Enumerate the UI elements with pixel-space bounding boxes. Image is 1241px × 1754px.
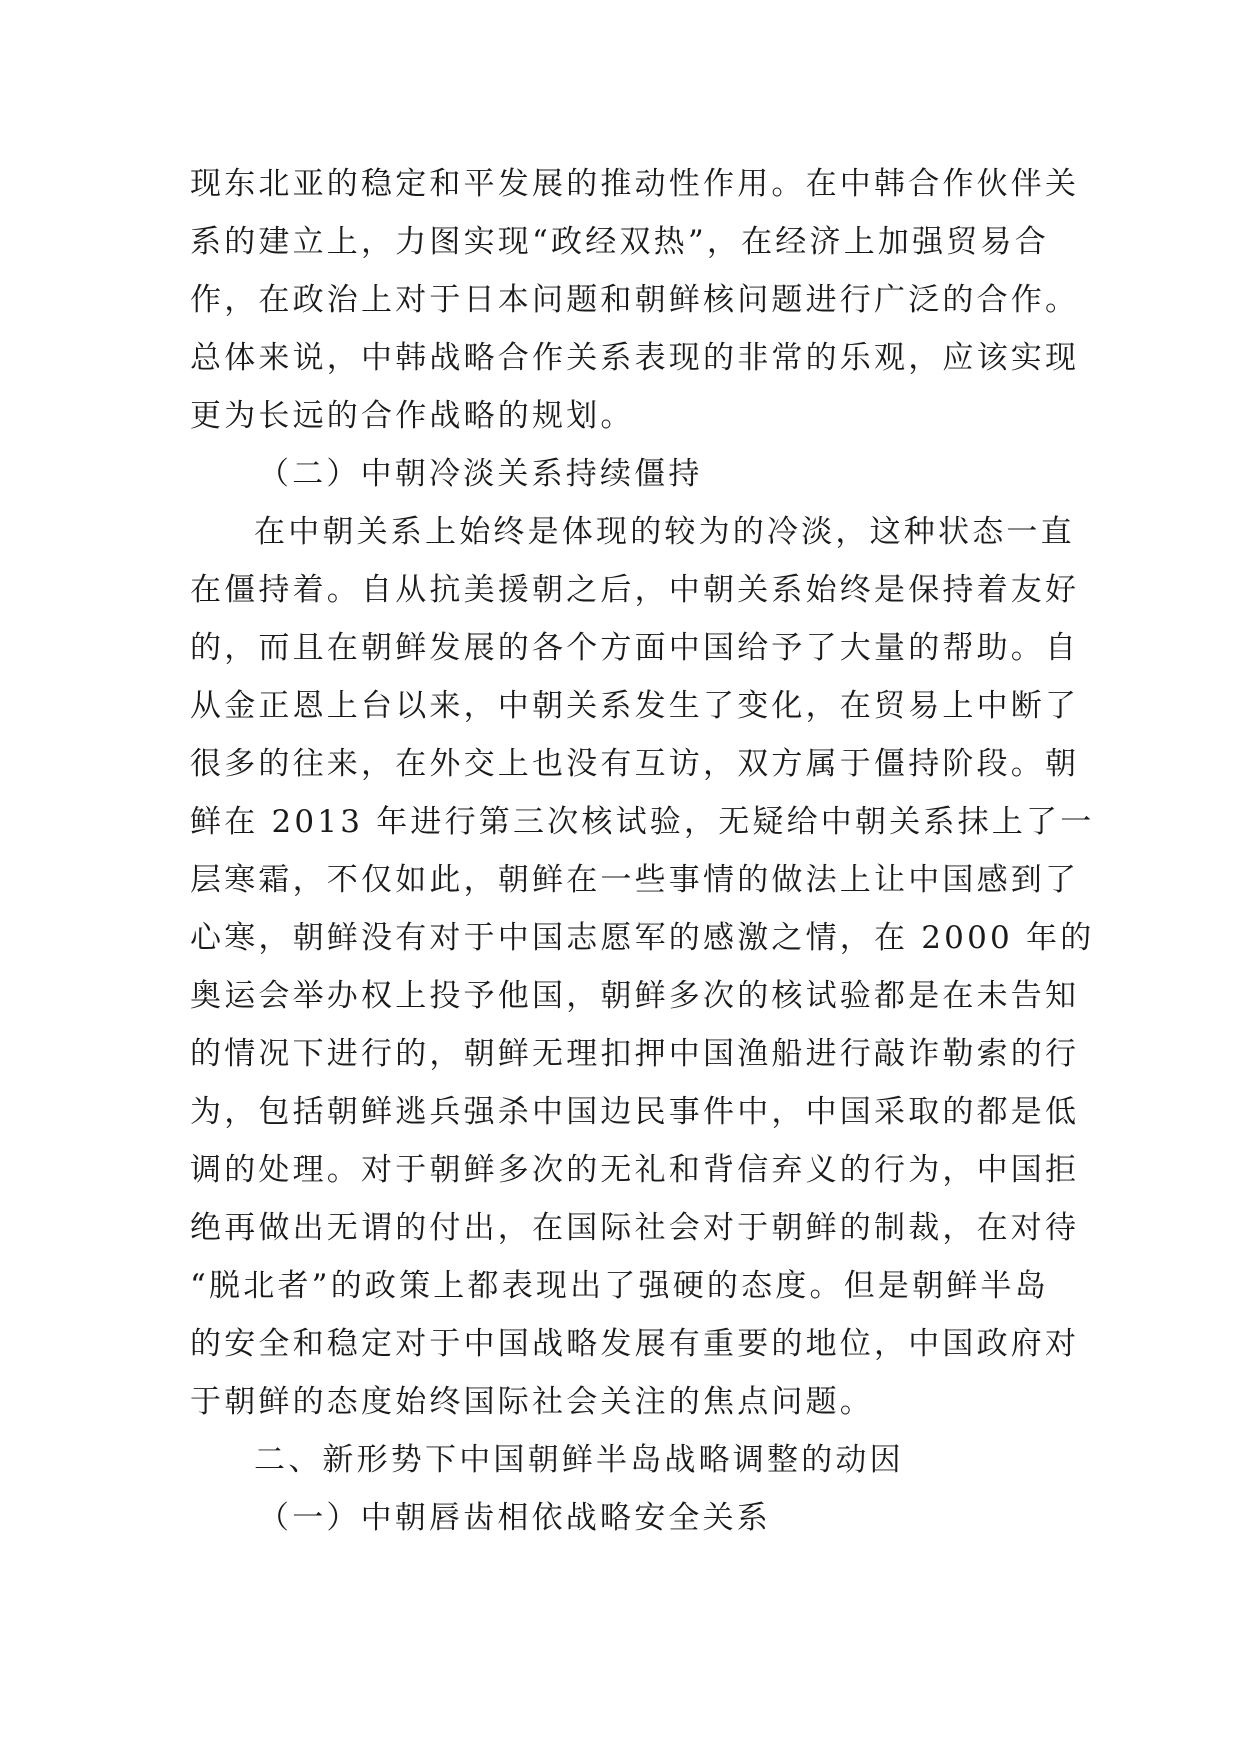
paragraph-line: 层寒霜，不仅如此，朝鲜在一些事情的做法上让中国感到了 [190,862,1080,898]
paragraph-line: 奥运会举办权上投予他国，朝鲜多次的核试验都是在未告知 [190,978,1080,1014]
paragraph-line: 总体来说，中韩战略合作关系表现的非常的乐观，应该实现 [190,340,1080,376]
paragraph-line: 于朝鲜的态度始终国际社会关注的焦点问题。 [190,1384,874,1420]
paragraph-line: 现东北亚的稳定和平发展的推动性作用。在中韩合作伙伴关 [190,166,1080,202]
chapter-heading: 二、新形势下中国朝鲜半岛战略调整的动因 [254,1442,904,1478]
paragraph-line: 在中朝关系上始终是体现的较为的冷淡，这种状态一直 [254,514,1075,550]
paragraph-line: 的安全和稳定对于中国战略发展有重要的地位，中国政府对 [190,1326,1080,1362]
paragraph-line: 绝再做出无谓的付出，在国际社会对于朝鲜的制裁，在对待 [190,1210,1080,1246]
paragraph-line: 系的建立上，力图实现“政经双热”，在经济上加强贸易合 [190,224,1049,260]
paragraph-line: 更为长远的合作战略的规划。 [190,398,635,434]
paragraph-line: 从金正恩上台以来，中朝关系发生了变化，在贸易上中断了 [190,688,1080,724]
paragraph-line: 的情况下进行的，朝鲜无理扣押中国渔船进行敲诈勒索的行 [190,1036,1080,1072]
paragraph-line: “脱北者”的政策上都表现出了强硬的态度。但是朝鲜半岛 [190,1268,1049,1304]
paragraph-line: 调的处理。对于朝鲜多次的无礼和背信弃义的行为，中国拒 [190,1152,1080,1188]
paragraph-line: 作，在政治上对于日本问题和朝鲜核问题进行广泛的合作。 [190,282,1080,318]
paragraph-line: 心寒，朝鲜没有对于中国志愿军的感激之情，在 2000 年的 [190,920,1095,956]
paragraph-line: 在僵持着。自从抗美援朝之后，中朝关系始终是保持着友好 [190,572,1080,608]
paragraph-line: 为，包括朝鲜逃兵强杀中国边民事件中，中国采取的都是低 [190,1094,1080,1130]
section-heading: （二）中朝冷淡关系持续僵持 [258,456,703,492]
paragraph-line: 的，而且在朝鲜发展的各个方面中国给予了大量的帮助。自 [190,630,1080,666]
paragraph-line: 鲜在 2013 年进行第三次核试验，无疑给中朝关系抹上了一 [190,804,1095,840]
section-heading: （一）中朝唇齿相依战略安全关系 [258,1500,771,1536]
paragraph-line: 很多的往来，在外交上也没有互访，双方属于僵持阶段。朝 [190,746,1080,782]
